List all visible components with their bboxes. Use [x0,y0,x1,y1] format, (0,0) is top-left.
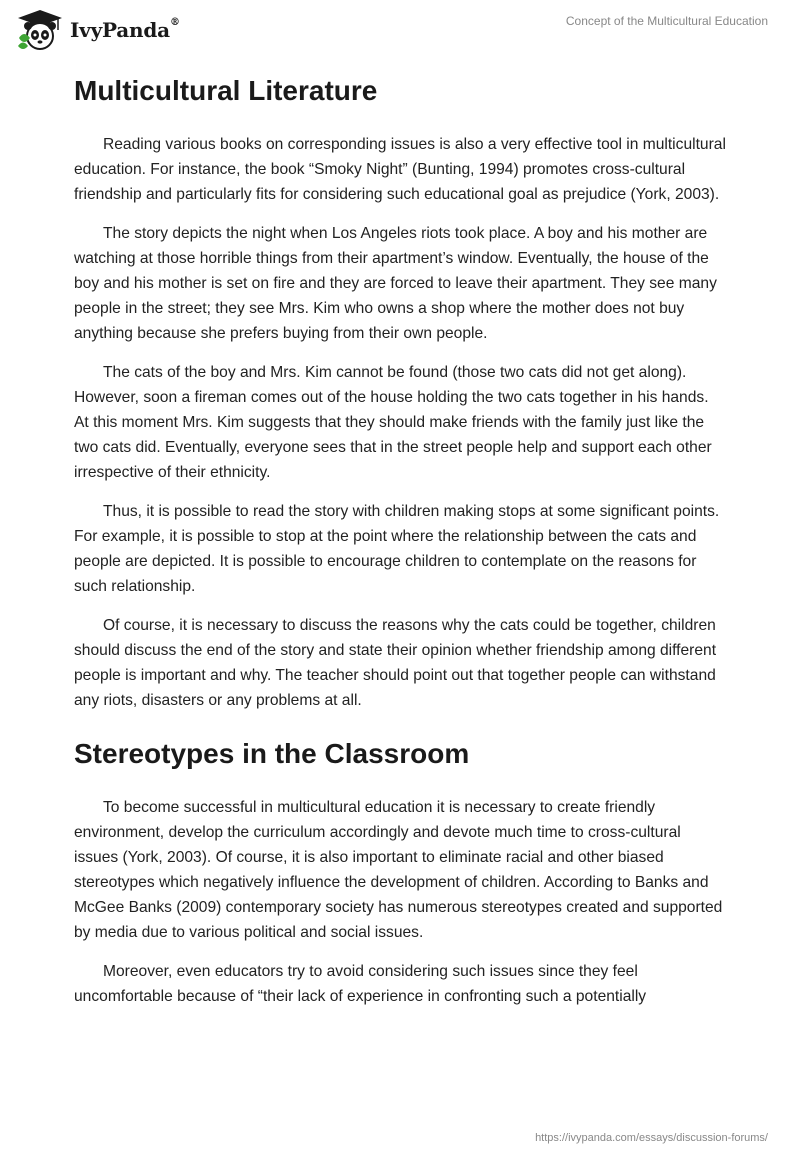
page-header [0,0,800,60]
paragraph: Moreover, even educators try to avoid considering such issues since they feel uncomfortable because of “their lack of experience in confronting such a potentially [74,963,647,1005]
paragraph: Thus, it is possible to read the story with children making stops at some significant points. For example, it is possible to stop at the point where the relationship between the cats and people are depicted. It is possible to encourage children to contemplate on the reasons for such relationship. [74,503,720,595]
paragraph: To become successful in multicultural education it is necessary to create friendly environment, develop the curriculum accordingly and devote much time to cross-cultural issues (York, 2003). Of course, it is also important to eliminate racial and other biased stereotypes which negatively influence the development of children. According to Banks and McGee Banks (2009) contemporary society has numerous stereotypes created and supported by media due to various political and social issues. [74,799,723,941]
section-heading-stereotypes: Stereotypes in the Classroom [74,738,470,769]
paragraph: The story depicts the night when Los Angeles riots took place. A boy and his mother are watching at those horrible things from their apartment’s window. Eventually, the house of the boy and his mother is set on fire and they are forced to leave their apartment. They see many people in the street; they see Mrs. Kim who owns a shop where the mother does not buy anything because she prefers buying from their own people. [74,225,717,342]
source-url[interactable]: https://ivypanda.com/essays/discussion-forums/ [535,1132,768,1144]
brand-logo[interactable] [16,8,180,52]
brand-name: IvyPanda® [70,17,180,42]
section-heading-multicultural-literature: Multicultural Literature [74,75,378,106]
document-title: Concept of the Multicultural Education [565,14,768,28]
paragraph: Reading various books on corresponding issues is also a very effective tool in multicultural education. For instance, the book “Smoky Night” (Bunting, 1994) promotes cross-cultural friendship and particularly fits for considering such educational goal as prejudice (York, 2003). [74,136,726,203]
article-body [74,70,726,1023]
panda-logo-icon [16,8,64,52]
paragraph: Of course, it is necessary to discuss the reasons why the cats could be together, children should discuss the end of the story and state their opinion whether friendship among different people is important and why. The teacher should point out that together people can withstand any riots, disasters or any problems at all. [74,617,717,709]
paragraph: The cats of the boy and Mrs. Kim cannot be found (those two cats did not get along). However, soon a fireman comes out of the house holding the two cats together in his hands. At this moment Mrs. Kim suggests that they should make friends with the family just like the two cats did. Eventually, everyone sees that in the street people help and support each other irrespective of their ethnicity. [74,364,712,481]
